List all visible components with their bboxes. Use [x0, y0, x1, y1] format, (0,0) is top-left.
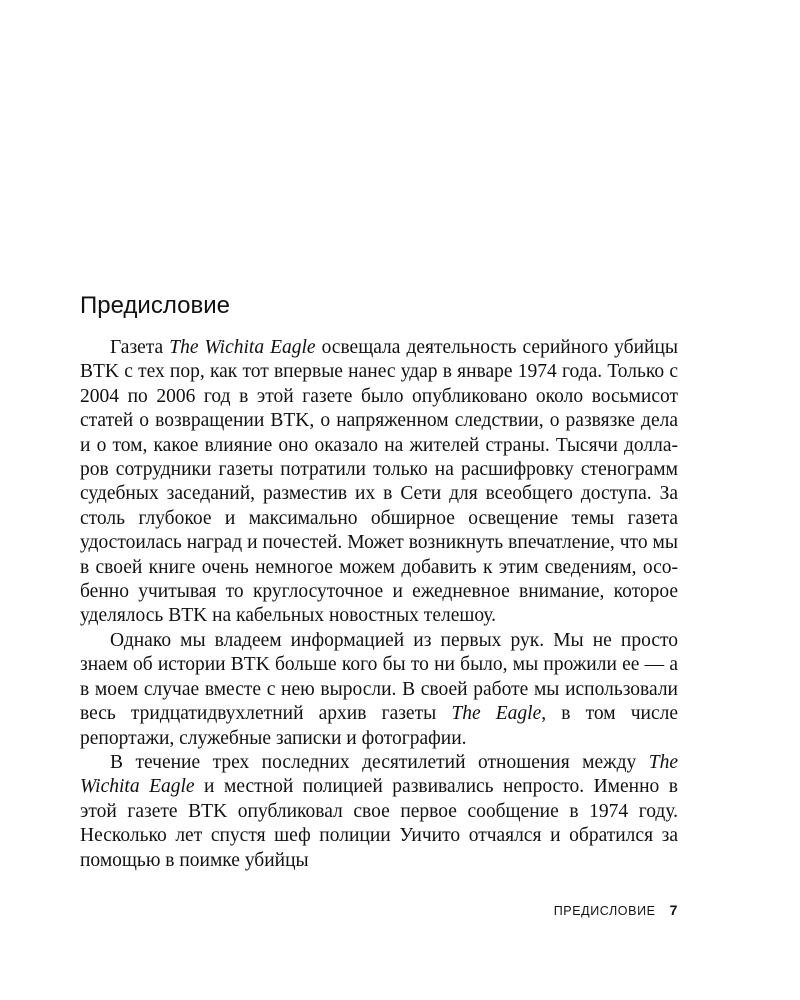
newspaper-title: The Eagle: [451, 703, 542, 725]
paragraph-2: [80, 629, 678, 751]
paragraph-text: Однако мы владеем информацией из первых рук. Мы не просто знаем об истории BTK больше кого бы то ни было, мы прожили ее — а в моем случае вместе с нею выросли. В своей работе мы использовали весь тридцатидвухлетний архив газеты: [80, 629, 678, 725]
paragraph-text: и местной полицией развивались непросто. Именно в этой газете BTK опубликовал свое первое сообщение в 1974 году. Несколько лет спустя шеф полиции Уичито отчаялся и обратился за помощью в поимке убийцы: [80, 776, 678, 871]
page-footer: [554, 902, 678, 918]
paragraph-1: [80, 336, 678, 629]
paragraph-text: , в том числе репортажи, служебные записки и фотографии.: [80, 703, 678, 749]
paragraph-text: освещала деятельность серийного убийцы BTK с тех пор, как тот впервые нанес удар в январе 1974 года. Только с 2004 по 2006 год в этой газете было опубликовано около восьмисот статей о возвращении BTK, о напряженном следствии, о развязке дела и о том, какое влияние оно оказало на жителей страны. Тысячи долларов сотрудники газеты потратили только на расшифровку стенограмм судебных заседаний, разместив их в Сети для всеобщего доступа. За столь глубокое и максимально обширное освещение темы газета удостоилась наград и почестей. Может возникнуть впечатление, что мы в своей книге очень немногое можем добавить к этим сведениям, особенно учитывая то круглосуточное и ежедневное внимание, которое уделялось BTK на кабельных новостных телешоу.: [80, 337, 678, 627]
newspaper-title: The Wichita Eagle: [169, 337, 316, 358]
newspaper-title: The Wichita Eagle: [80, 751, 678, 798]
body-text: [80, 336, 678, 873]
paragraph-text: В течение трех последних десятилетий отношения между: [110, 751, 649, 773]
paragraph-text: Газета: [110, 337, 170, 358]
paragraph-3: [80, 751, 678, 873]
page-number: 7: [669, 902, 678, 918]
chapter-heading: Предисловие: [80, 292, 230, 319]
running-title: ПРЕДИСЛОВИЕ: [553, 904, 656, 918]
